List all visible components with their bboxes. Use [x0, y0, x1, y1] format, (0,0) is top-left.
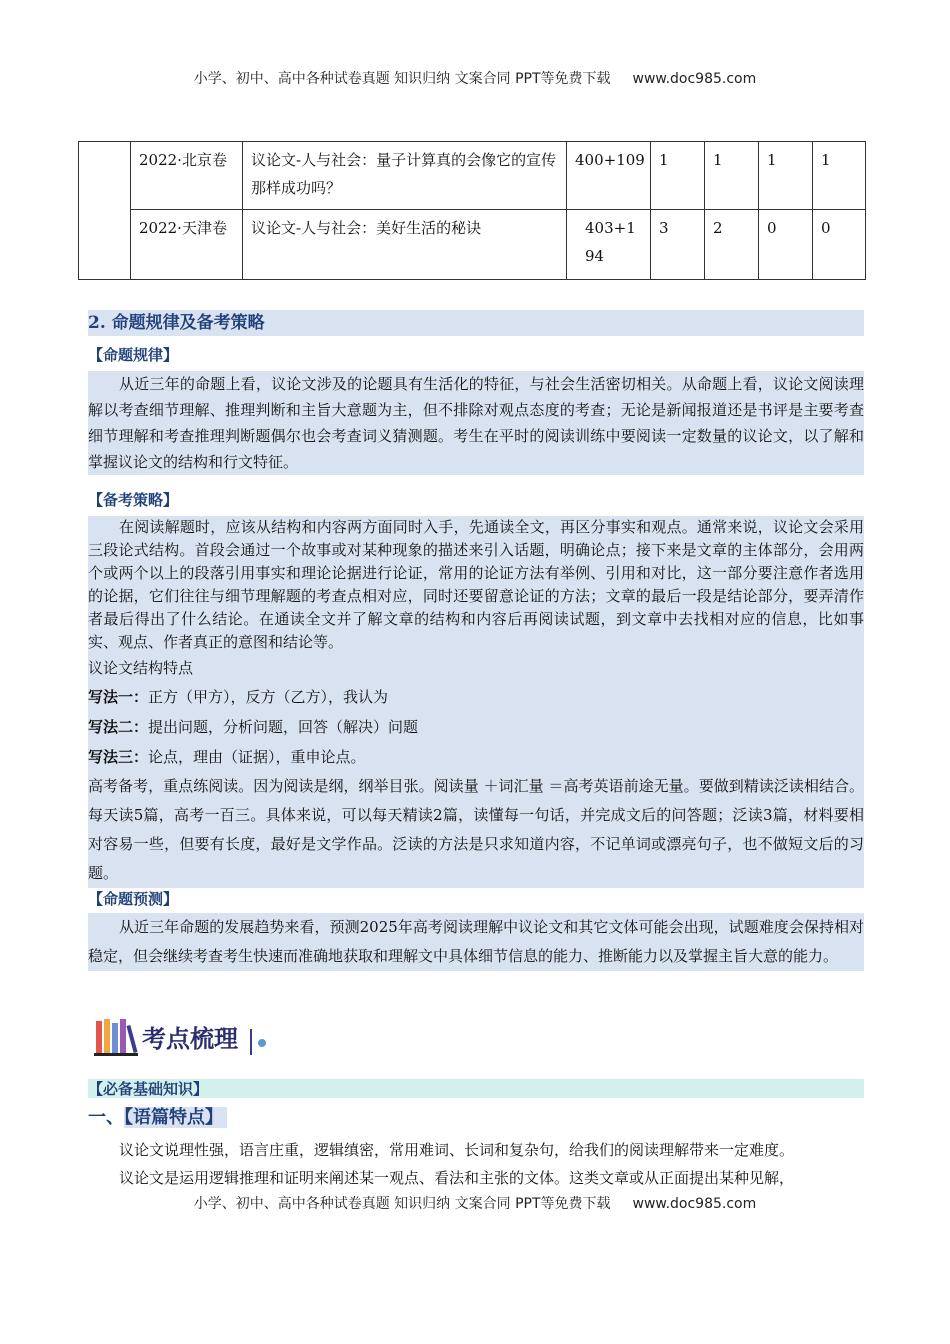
- strategy-label: 【备考策略】: [88, 491, 179, 509]
- basics-band: [88, 1079, 864, 1098]
- predict-label: 【命题预测】: [88, 890, 179, 908]
- prep-paragraph: 高考备考，重点练阅读。因为阅读是纲，纲举目张。阅读量 ＋词汇量 ＝高考英语前途无量。要做到精读泛读相结合。每天读5篇，高考一百三。具体来说，可以每天精读2篇，读懂每一句话，并完成文后的问答题；泛读3篇，材料要相对容易一些，但要有长度，最好是文学作品。泛读的方法是只求知道内容，不记单词或漂亮句子，也不做短文后的习题。: [88, 777, 864, 882]
- count-cell: 1: [813, 142, 866, 210]
- footer-text: 小学、初中、高中各种试卷真题 知识归纳 文案合同 PPT等免费下载: [193, 1196, 611, 1212]
- header-text: 小学、初中、高中各种试卷真题 知识归纳 文案合同 PPT等免费下载: [193, 71, 611, 87]
- rule-label: 【命题规律】: [88, 346, 179, 364]
- strategy-block: 在阅读解题时，应该从结构和内容两方面同时入手，先通读全文，再区分事实和观点。通常来说，议论文会采用三段论式结构。首段会通过一个故事或对某种现象的描述来引入话题，明确论点；接下来是文章的主体部分，会用两个或两个以上的段落引用事实和理论论据进行论证，常用的论证方法有举例、引用和对比，这一部分要注意作者选用的论据，它们往往与细节理解题的考查点相对应，同时还要留意论证的方法；文章的最后一段是结论部分，要弄清作者最后得出了什么结论。在通读全文并了解文章的结构和内容后再阅读试题，到文章中去找相对应的信息，比如事实、观点、作者真正的意图和结论等。 议论文结构特点 写法一：正方（甲方），反方（乙方），我认为 写法二：提出问题，分析问题，回答（解决）问题 写法三：论点，理由（证据），重申论点。 高考备考，重点练阅读。因为阅读是纲，纲举目张。阅读量 ＋词汇量 ＝高考英语前途无量。要做到精读泛读相结合。每天读5篇，高考一百三。具体来说，可以每天精读2篇，读懂每一句话，并完成文后的问答题；泛读3篇，材料要相对容易一些，但要有长度，最好是文学作品。泛读的方法是只求知道内容，不记单词或漂亮句子，也不做短文后的习题。: [88, 516, 864, 888]
- body-paragraph: 议论文说理性强，语言庄重，逻辑缜密，常用难词、长词和复杂句，给我们的阅读理解带来一定难度。: [119, 1141, 795, 1159]
- count-cell: 1: [651, 142, 705, 210]
- count-cell: 1: [759, 142, 813, 210]
- method-line: 写法二：提出问题，分析问题，回答（解决）问题: [88, 718, 419, 736]
- table-row: [79, 210, 866, 280]
- words-cell: 403+194: [567, 210, 651, 280]
- kaodian-logo: [94, 1015, 294, 1061]
- method-line: 写法一：正方（甲方），反方（乙方），我认为: [88, 688, 389, 706]
- basics-label: 【必备基础知识】: [88, 1080, 209, 1098]
- header-url: www.doc985.com: [632, 71, 757, 87]
- method-line: 写法三：论点，理由（证据），重申论点。: [88, 748, 366, 766]
- count-cell: 1: [705, 142, 759, 210]
- source-cell: 2022·天津卷: [131, 210, 243, 280]
- topic-cell: 议论文-人与社会：量子计算真的会像它的宣传那样成功吗？: [243, 142, 567, 210]
- table-row: [79, 142, 866, 210]
- words-cell: 400+109: [567, 142, 651, 210]
- section-one-heading: 一、【语篇特点】: [88, 1106, 227, 1130]
- count-cell: 2: [705, 210, 759, 280]
- logo-text: 考点梳理: [142, 1025, 238, 1053]
- count-cell: 3: [651, 210, 705, 280]
- rule-paragraph: 从近三年的命题上看，议论文涉及的论题具有生活化的特征，与社会生活密切相关。从命题上看，议论文阅读理解以考查细节理解、推理判断和主旨大意题为主，但不排除对观点态度的考查；无论是新闻报道还是书评是主要考查细节理解和考查推理判断题偶尔也会考查词义猜测题。考生在平时的阅读训练中要阅读一定数量的议论文，以了解和掌握议论文的结构和行文特征。: [88, 371, 864, 475]
- topic-cell: 议论文-人与社会：美好生活的秘诀: [243, 210, 567, 280]
- body-paragraph: 议论文是运用逻辑推理和证明来阐述某一观点、看法和主张的文体。这类文章或从正面提出某种见解，: [119, 1169, 795, 1187]
- source-cell: 2022·北京卷: [131, 142, 243, 210]
- page-footer: [0, 1193, 950, 1213]
- predict-paragraph: 从近三年命题的发展趋势来看，预测2025年高考阅读理解中议论文和其它文体可能会出现，试题难度会保持相对稳定，但会继续考查考生快速而准确地获取和理解文中具体细节信息的能力、推断能力以及掌握主旨大意的能力。: [88, 913, 864, 971]
- exam-table: [78, 141, 866, 280]
- footer-url: www.doc985.com: [632, 1196, 757, 1212]
- count-cell: 0: [813, 210, 866, 280]
- section-heading: 2. 命题规律及备考策略: [88, 310, 864, 336]
- count-cell: 0: [759, 210, 813, 280]
- page-header: [0, 68, 950, 88]
- structure-title: 议论文结构特点: [88, 659, 194, 677]
- blank-cell: [79, 142, 131, 280]
